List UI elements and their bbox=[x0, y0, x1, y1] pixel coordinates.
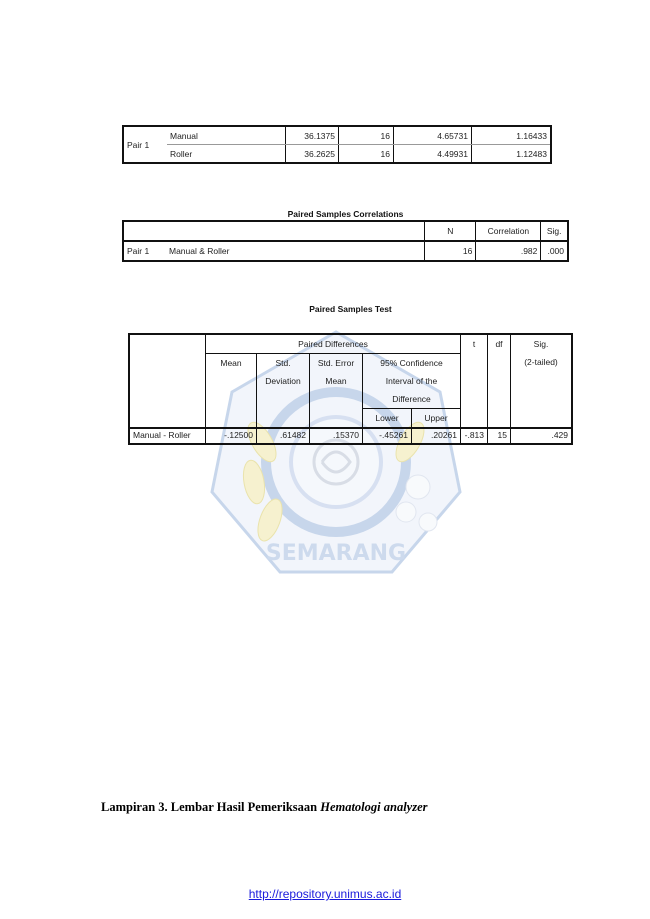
header-mean: Mean bbox=[206, 354, 257, 429]
header-upper: Upper bbox=[412, 409, 461, 429]
paired-samples-statistics-table bbox=[122, 125, 552, 164]
table-row bbox=[123, 145, 551, 164]
n-cell: 16 bbox=[339, 126, 394, 145]
n-cell: 16 bbox=[339, 145, 394, 164]
header-std-err-line1: Std. Error bbox=[317, 358, 355, 368]
mean-cell: 36.2625 bbox=[286, 145, 339, 164]
header-sig-line1: Sig. bbox=[533, 339, 549, 349]
header-sig bbox=[511, 334, 573, 428]
header-std-err bbox=[310, 354, 363, 429]
table-row bbox=[129, 428, 572, 444]
header-blank bbox=[129, 334, 206, 428]
row-label: Manual bbox=[167, 126, 286, 145]
mean-cell: -.12500 bbox=[206, 428, 257, 444]
header-std-dev-line2: Deviation bbox=[265, 376, 301, 386]
header-std-dev-line1: Std. bbox=[275, 358, 291, 368]
table-row bbox=[123, 126, 551, 145]
repository-link[interactable]: http://repository.unimus.ac.id bbox=[248, 887, 402, 901]
t-cell: -.813 bbox=[461, 428, 488, 444]
header-n: N bbox=[425, 221, 476, 241]
header-sig-line2: (2-tailed) bbox=[524, 357, 558, 367]
appendix-caption bbox=[101, 800, 428, 815]
header-sig: Sig. bbox=[541, 221, 568, 241]
std-dev-cell: 4.65731 bbox=[394, 126, 472, 145]
correlations-title: Paired Samples Correlations bbox=[287, 209, 404, 219]
table-header-row bbox=[129, 334, 572, 354]
header-confidence-interval bbox=[363, 354, 461, 409]
std-err-cell: 1.16433 bbox=[472, 126, 552, 145]
header-ci-line1: 95% Confidence bbox=[380, 358, 443, 368]
n-cell: 16 bbox=[425, 241, 476, 261]
paired-samples-correlations-table bbox=[122, 220, 569, 262]
header-std-dev bbox=[257, 354, 310, 429]
header-t: t bbox=[461, 334, 488, 428]
row-label: Manual - Roller bbox=[129, 428, 206, 444]
pair-label: Pair 1 bbox=[127, 139, 150, 150]
header-df: df bbox=[488, 334, 511, 428]
mean-cell: 36.1375 bbox=[286, 126, 339, 145]
sig-cell: .000 bbox=[541, 241, 568, 261]
header-ci-line2: Interval of the bbox=[385, 376, 438, 386]
header-paired-differences: Paired Differences bbox=[206, 334, 461, 354]
caption-italic: Hematologi analyzer bbox=[320, 800, 428, 814]
sig-cell: .429 bbox=[511, 428, 573, 444]
correlation-cell: .982 bbox=[476, 241, 541, 261]
std-err-cell: .15370 bbox=[310, 428, 363, 444]
row-label: Manual & Roller bbox=[169, 246, 230, 256]
test-title: Paired Samples Test bbox=[309, 304, 392, 314]
df-cell: 15 bbox=[488, 428, 511, 444]
header-std-err-line2: Mean bbox=[325, 376, 347, 386]
seal-semarang-text: SEMARANG bbox=[265, 541, 407, 566]
table-row bbox=[123, 241, 568, 261]
std-dev-cell: 4.49931 bbox=[394, 145, 472, 164]
lower-cell: -.45261 bbox=[363, 428, 412, 444]
header-blank bbox=[123, 221, 425, 241]
header-correlation: Correlation bbox=[476, 221, 541, 241]
pair-label: Pair 1 bbox=[127, 246, 150, 256]
upper-cell: .20261 bbox=[412, 428, 461, 444]
header-lower: Lower bbox=[363, 409, 412, 429]
row-label: Roller bbox=[170, 148, 193, 159]
paired-samples-test-table bbox=[128, 333, 573, 445]
table-header-row bbox=[123, 221, 568, 241]
std-dev-cell: .61482 bbox=[257, 428, 310, 444]
caption-main: Lampiran 3. Lembar Hasil Pemeriksaan bbox=[101, 800, 321, 814]
std-err-cell: 1.12483 bbox=[472, 145, 552, 164]
header-ci-line3: Difference bbox=[392, 394, 431, 404]
